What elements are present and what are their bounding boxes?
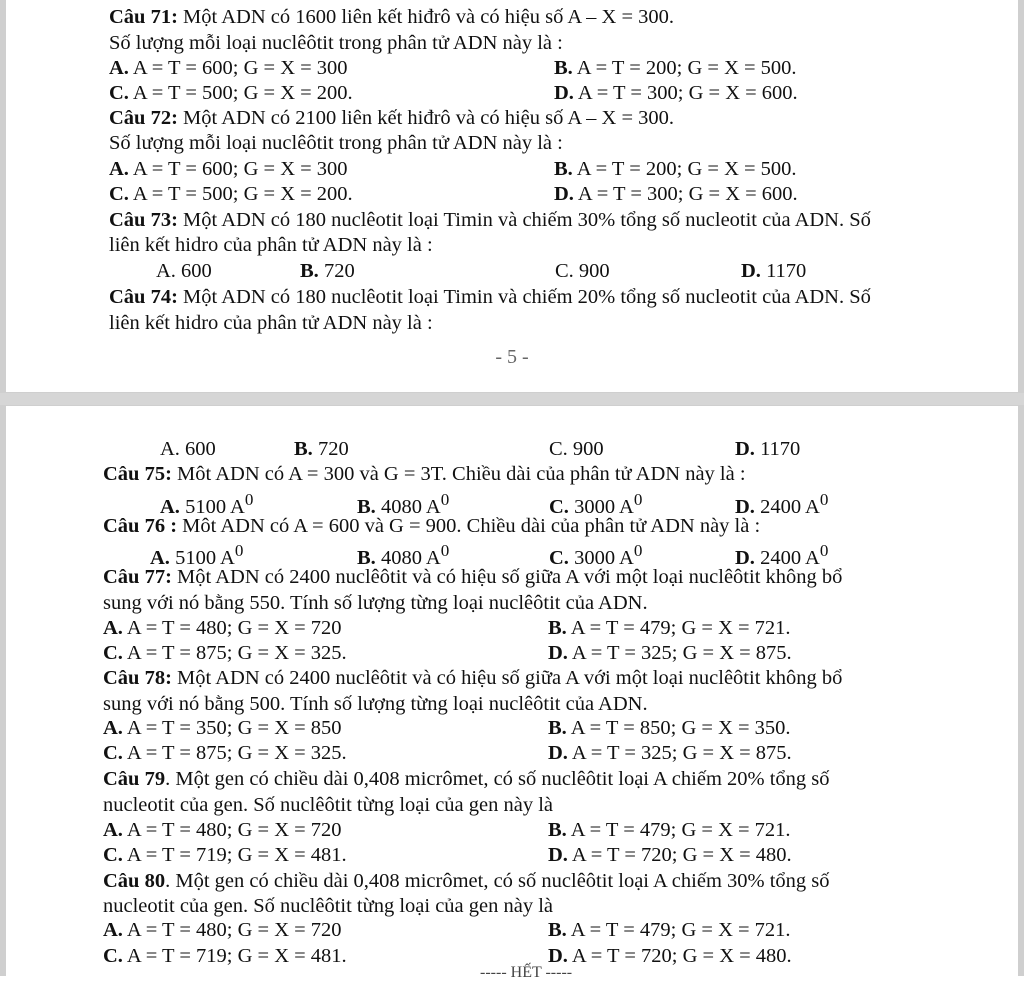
- option-label: C.: [103, 844, 123, 866]
- option-label: B.: [300, 260, 319, 282]
- question-78: [103, 666, 842, 690]
- option-text: A = T = 875; G = X = 325.: [122, 742, 347, 764]
- question-text: Một ADN có 2100 liên kết hiđrô và có hiệu số A – X = 300.: [177, 107, 675, 129]
- option-b: [548, 716, 791, 740]
- option-label: B.: [554, 158, 573, 180]
- question-text-line2: Số lượng mỗi loại nuclêôtit trong phân tử ADN này là :: [109, 32, 563, 54]
- question-label: Câu 76 :: [103, 515, 178, 537]
- option-label: D.: [548, 844, 568, 866]
- option-text: A = T = 720; G = X = 480.: [567, 945, 792, 967]
- option-a: [103, 818, 342, 842]
- option-b: [548, 616, 791, 640]
- option-a: A. 600: [160, 438, 216, 460]
- option-text: 5100 A: [169, 546, 235, 569]
- question-74: [109, 285, 871, 309]
- option-text: A = T = 350; G = X = 850: [122, 717, 342, 739]
- option-label: A.: [109, 57, 129, 79]
- option-text: 3000 A: [568, 495, 634, 518]
- question-label: Câu 75:: [103, 463, 172, 485]
- option-label: B.: [548, 717, 567, 739]
- question-72: [109, 106, 674, 130]
- question-label: Câu 74:: [109, 286, 178, 308]
- option-text: 2400 A: [754, 546, 820, 569]
- question-text: . Một gen có chiều dài 0,408 micrômet, có số nuclêôtit loại A chiếm 20% tổng số: [165, 768, 830, 790]
- option-c: C. 900: [549, 438, 604, 460]
- page-separator: [0, 393, 1024, 405]
- option-b: [548, 818, 791, 842]
- option-a: [109, 56, 348, 80]
- option-text: A = T = 479; G = X = 721.: [566, 919, 791, 941]
- option-label: B.: [548, 919, 567, 941]
- option-b: [554, 157, 797, 181]
- option-label: B.: [548, 819, 567, 841]
- option-label: A.: [160, 495, 180, 518]
- question-text: Môt ADN có A = 300 và G = 3T. Chiều dài của phân tử ADN này là :: [171, 463, 746, 485]
- option-text: A = T = 480; G = X = 720: [122, 617, 342, 639]
- option-label: D.: [554, 82, 574, 104]
- option-label: A.: [103, 717, 123, 739]
- option-text: A = T = 325; G = X = 875.: [567, 642, 792, 664]
- question-label: Câu 80: [103, 870, 166, 892]
- option-c: [103, 741, 347, 765]
- option-a: [103, 918, 342, 942]
- option-text: A = T = 875; G = X = 325.: [122, 642, 347, 664]
- option-text: A = T = 200; G = X = 500.: [572, 158, 797, 180]
- superscript: 0: [244, 490, 254, 509]
- option-a: [109, 157, 348, 181]
- question-text-line2: liên kết hidro của phân tử ADN này là :: [109, 312, 433, 334]
- question-text-line2: liên kết hidro của phân tử ADN này là :: [109, 234, 433, 256]
- option-c: [103, 641, 347, 665]
- option-label: C.: [109, 183, 129, 205]
- option-text: A = T = 479; G = X = 721.: [566, 617, 791, 639]
- question-text: Một ADN có 1600 liên kết hiđrô và có hiệu số A – X = 300.: [177, 6, 675, 28]
- superscript: 0: [633, 541, 643, 560]
- option-c: [109, 182, 353, 206]
- question-label: Câu 78:: [103, 667, 172, 689]
- option-label: C.: [103, 742, 123, 764]
- option-text: 1170: [754, 438, 801, 460]
- option-label: A.: [103, 819, 123, 841]
- option-label: C.: [109, 82, 129, 104]
- question-label: Câu 72:: [109, 107, 178, 129]
- superscript: 0: [819, 541, 829, 560]
- option-label: A.: [103, 919, 123, 941]
- option-text: 1170: [760, 260, 807, 282]
- option-c: [109, 81, 353, 105]
- question-label: Câu 77:: [103, 566, 172, 588]
- option-a: [103, 616, 342, 640]
- option-c: C. 900: [555, 260, 610, 282]
- option-text: 3000 A: [568, 546, 634, 569]
- option-text: A = T = 479; G = X = 721.: [566, 819, 791, 841]
- option-label: C.: [103, 945, 123, 967]
- option-d: [735, 437, 800, 461]
- option-text: A = T = 500; G = X = 200.: [128, 183, 353, 205]
- option-text: 2400 A: [754, 495, 820, 518]
- option-text: 4080 A: [375, 495, 441, 518]
- option-label: C.: [103, 642, 123, 664]
- question-label: Câu 73:: [109, 209, 178, 231]
- question-76: [103, 514, 760, 538]
- question-text-line2: sung với nó bằng 550. Tính số lượng từng loại nuclêôtit của ADN.: [103, 592, 648, 614]
- option-text: 5100 A: [179, 495, 245, 518]
- option-label: A.: [150, 546, 170, 569]
- option-label: B.: [357, 546, 376, 569]
- option-label: D.: [548, 945, 568, 967]
- option-label: A.: [103, 617, 123, 639]
- option-text: A = T = 600; G = X = 300: [128, 158, 348, 180]
- superscript: 0: [440, 490, 450, 509]
- superscript: 0: [440, 541, 450, 560]
- option-d: [548, 641, 792, 665]
- option-text: A = T = 200; G = X = 500.: [572, 57, 797, 79]
- question-text: Môt ADN có A = 600 và G = 900. Chiều dài của phân tử ADN này là :: [177, 515, 761, 537]
- option-a: A. 600: [156, 260, 212, 282]
- question-text: . Một gen có chiều dài 0,408 micrômet, có số nuclêôtit loại A chiếm 30% tổng số: [165, 870, 830, 892]
- option-text: A = T = 500; G = X = 200.: [128, 82, 353, 104]
- option-text: A = T = 850; G = X = 350.: [566, 717, 791, 739]
- option-text: A = T = 719; G = X = 481.: [122, 945, 347, 967]
- option-text: A = T = 719; G = X = 481.: [122, 844, 347, 866]
- option-label: D.: [548, 642, 568, 664]
- option-c: [103, 944, 347, 968]
- superscript: 0: [819, 490, 829, 509]
- option-label: C.: [549, 546, 569, 569]
- option-text: A = T = 325; G = X = 875.: [567, 742, 792, 764]
- superscript: 0: [234, 541, 244, 560]
- option-d: [548, 843, 792, 867]
- question-75: [103, 462, 746, 486]
- footer-fragment: ----- HẾT -----: [480, 964, 573, 981]
- option-label: B.: [548, 617, 567, 639]
- option-label: B.: [294, 438, 313, 460]
- option-label: D.: [554, 183, 574, 205]
- option-text: A = T = 300; G = X = 600.: [573, 82, 798, 104]
- question-text: Một ADN có 180 nuclêotit loại Timin và chiếm 30% tổng số nucleotit của ADN. Số: [177, 209, 871, 231]
- option-label: D.: [735, 495, 755, 518]
- question-79: [103, 767, 830, 791]
- option-text: A = T = 480; G = X = 720: [122, 919, 342, 941]
- question-text: Một ADN có 2400 nuclêôtit và có hiệu số giữa A với một loại nuclêôtit không bổ: [171, 566, 843, 588]
- page-number: - 5 -: [495, 346, 529, 368]
- option-b: [300, 259, 355, 283]
- option-text: A = T = 720; G = X = 480.: [567, 844, 792, 866]
- option-d: [554, 182, 798, 206]
- page-top: [0, 0, 1024, 393]
- option-text: 720: [318, 260, 355, 282]
- option-d: [741, 259, 806, 283]
- option-text: A = T = 480; G = X = 720: [122, 819, 342, 841]
- question-text: Một ADN có 180 nuclêotit loại Timin và chiếm 20% tổng số nucleotit của ADN. Số: [177, 286, 871, 308]
- question-text-line2: Số lượng mỗi loại nuclêôtit trong phân tử ADN này là :: [109, 132, 563, 154]
- option-label: D.: [735, 438, 755, 460]
- question-71: [109, 5, 674, 29]
- option-b: [554, 56, 797, 80]
- option-label: A.: [109, 158, 129, 180]
- option-label: C.: [549, 495, 569, 518]
- option-a: [103, 716, 342, 740]
- question-text: Một ADN có 2400 nuclêôtit và có hiệu số giữa A với một loại nuclêôtit không bổ: [171, 667, 843, 689]
- option-text: A = T = 600; G = X = 300: [128, 57, 348, 79]
- option-c: [103, 843, 347, 867]
- option-d: [548, 741, 792, 765]
- option-label: D.: [735, 546, 755, 569]
- superscript: 0: [633, 490, 643, 509]
- question-77: [103, 565, 842, 589]
- option-b: [294, 437, 349, 461]
- option-label: B.: [357, 495, 376, 518]
- option-label: D.: [548, 742, 568, 764]
- question-text-line2: nucleotit của gen. Số nuclêôtit từng loại của gen này là: [103, 895, 554, 917]
- option-d: [548, 944, 792, 968]
- question-text-line2: nucleotit của gen. Số nuclêôtit từng loại của gen này là: [103, 794, 554, 816]
- question-label: Câu 71:: [109, 6, 178, 28]
- option-text: 720: [312, 438, 349, 460]
- option-b: [548, 918, 791, 942]
- option-d: [554, 81, 798, 105]
- option-text: A = T = 300; G = X = 600.: [573, 183, 798, 205]
- question-73: [109, 208, 871, 232]
- option-label: B.: [554, 57, 573, 79]
- question-text-line2: sung với nó bằng 500. Tính số lượng từng loại nuclêôtit của ADN.: [103, 693, 648, 715]
- option-label: D.: [741, 260, 761, 282]
- option-text: 4080 A: [375, 546, 441, 569]
- question-80: [103, 869, 830, 893]
- question-label: Câu 79: [103, 768, 166, 790]
